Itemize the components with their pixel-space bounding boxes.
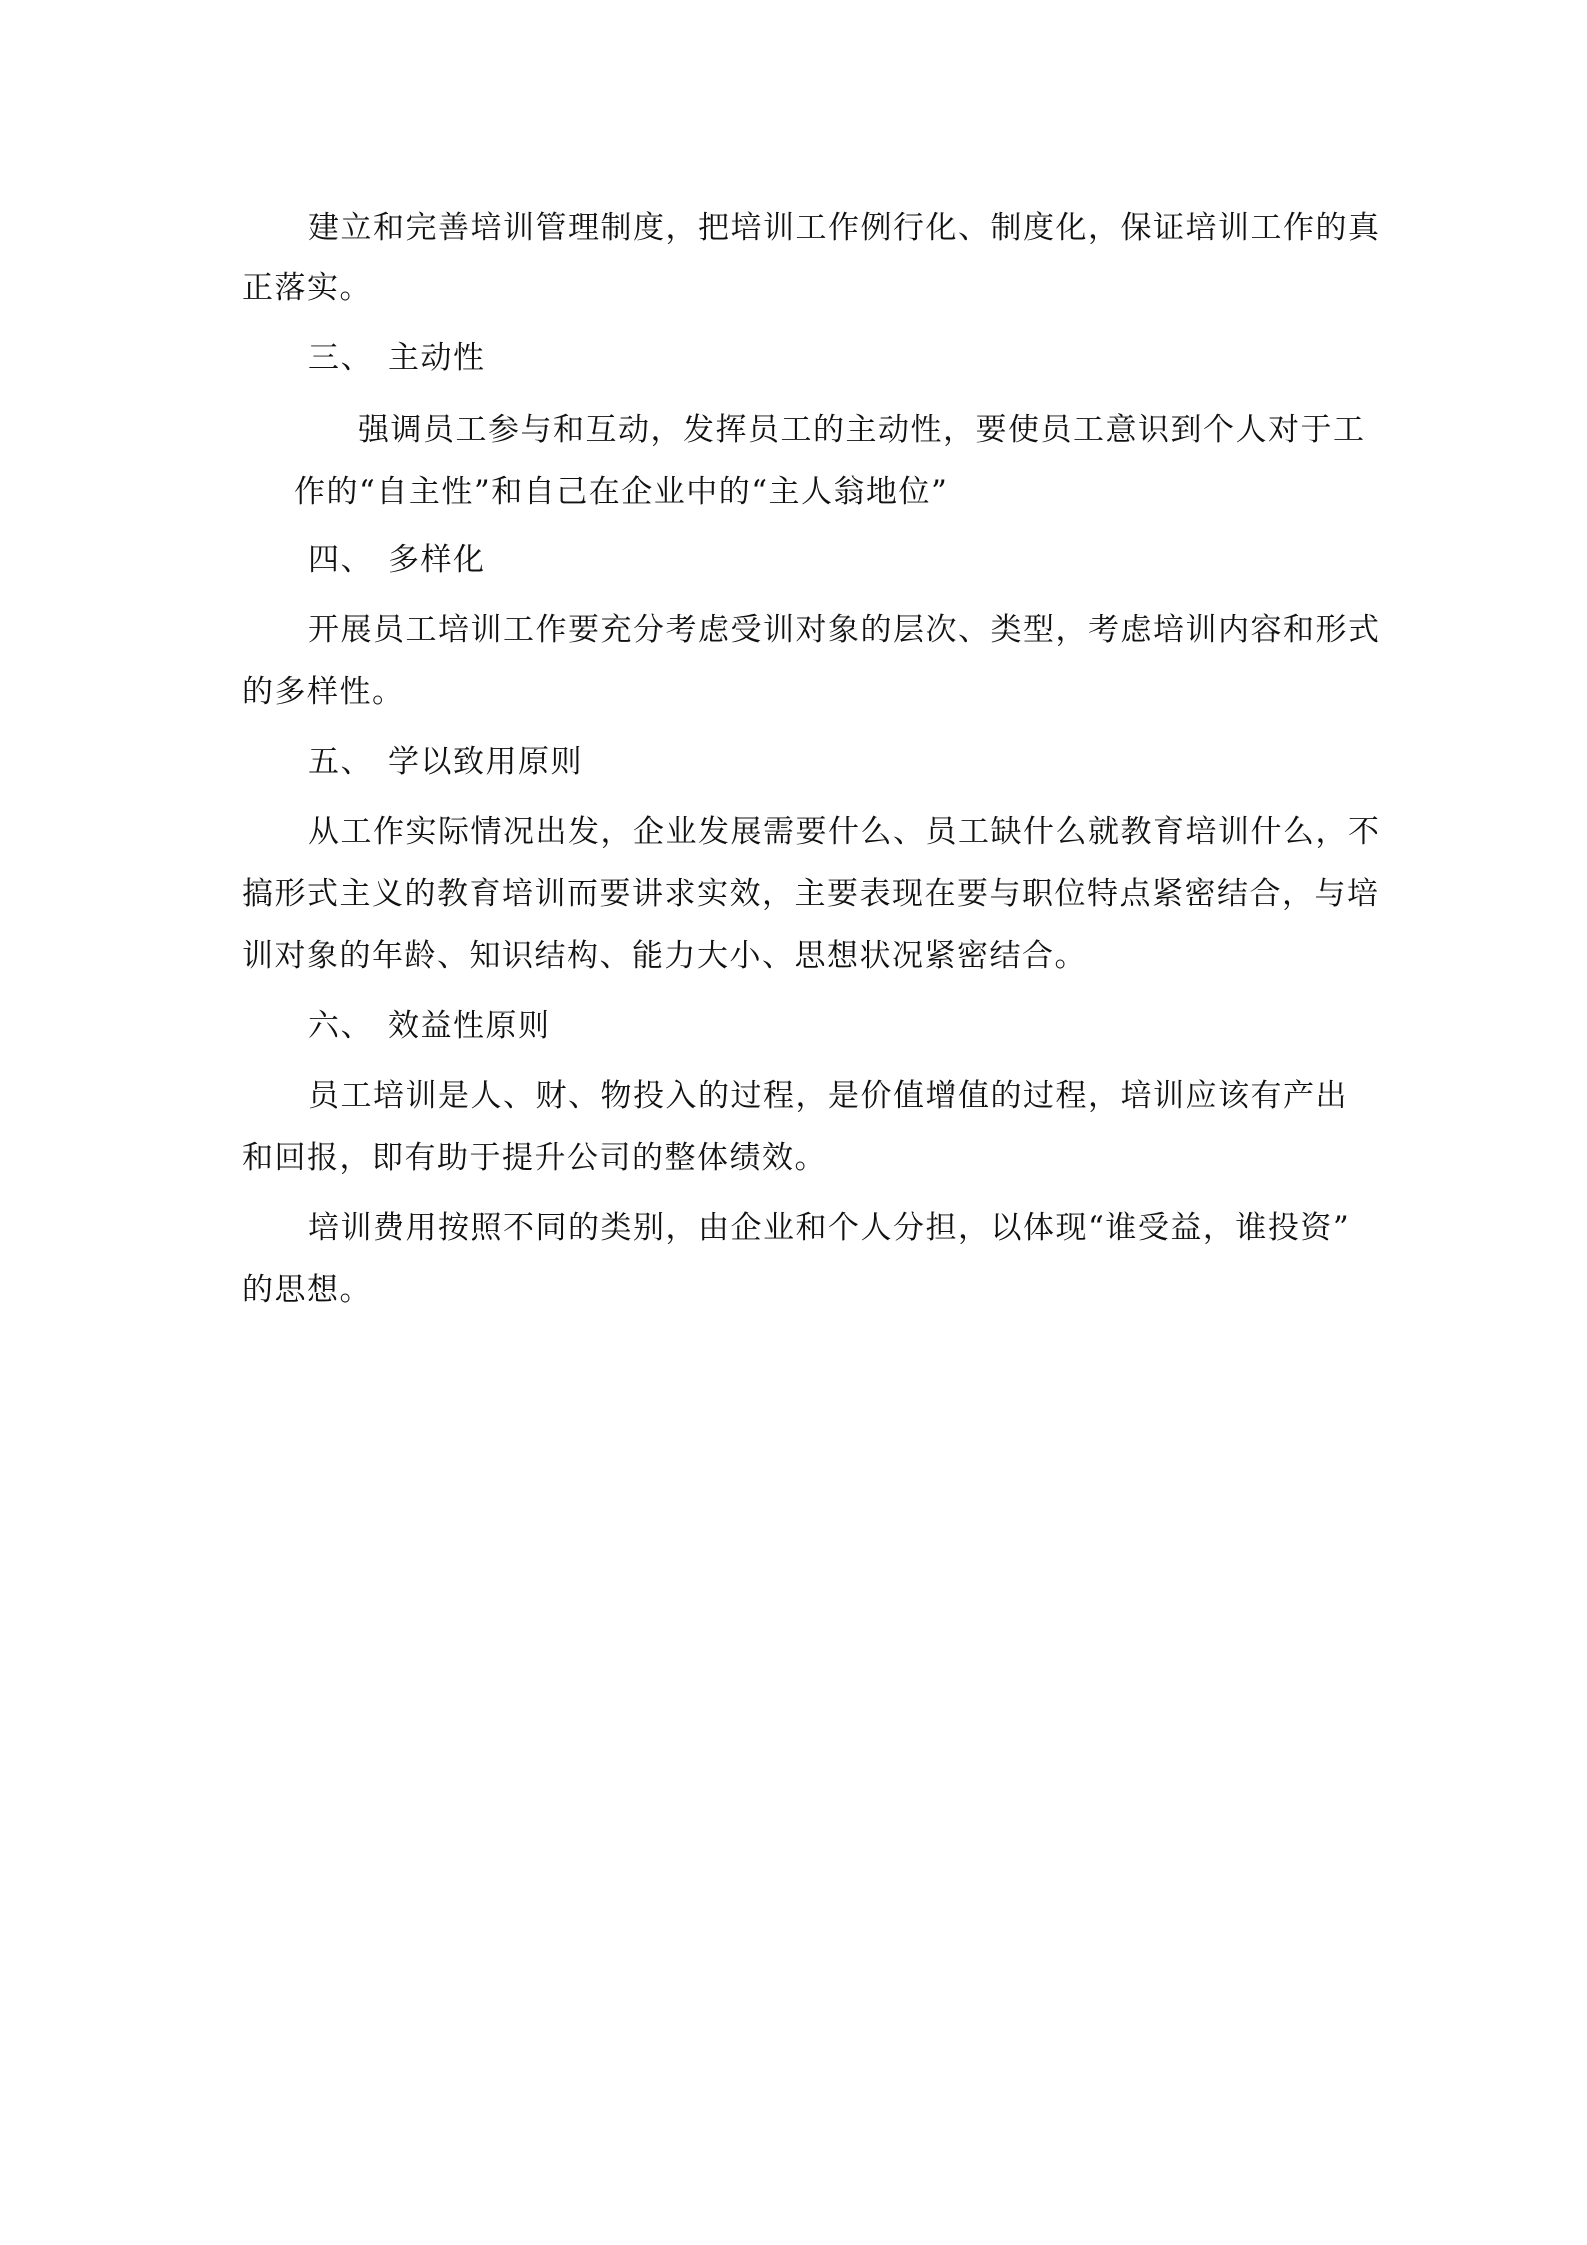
paragraph-line: 正落实。 [242, 270, 372, 306]
section-title: 多样化 [388, 542, 486, 578]
paragraph-line: 和回报，即有助于提升公司的整体绩效。 [242, 1140, 827, 1176]
section-number: 三、 [308, 340, 373, 376]
paragraph-line: 的多样性。 [242, 674, 405, 710]
paragraph-line: 员工培训是人、财、物投入的过程，是价值增值的过程，培训应该有产出 [308, 1078, 1348, 1114]
paragraph-line: 的思想。 [242, 1272, 372, 1308]
paragraph-line: 搞形式主义的教育培训而要讲求实效，主要表现在要与职位特点紧密结合，与培 [242, 876, 1380, 912]
section-number: 四、 [308, 542, 373, 578]
paragraph-line: 从工作实际情况出发，企业发展需要什么、员工缺什么就教育培训什么，不 [308, 814, 1381, 850]
paragraph-line: 训对象的年龄、知识结构、能力大小、思想状况紧密结合。 [242, 938, 1087, 974]
section-heading-6 [308, 1006, 551, 1046]
section-heading-3 [308, 338, 486, 378]
section-heading-5 [308, 742, 583, 782]
section-title: 效益性原则 [388, 1008, 551, 1044]
section-number: 六、 [308, 1008, 373, 1044]
paragraph-line: 培训费用按照不同的类别，由企业和个人分担，以体现“谁受益，谁投资” [308, 1210, 1351, 1246]
section-heading-4 [308, 540, 486, 580]
paragraph-line: 作的“自主性”和自己在企业中的“主人翁地位” [294, 474, 949, 510]
section-title: 学以致用原则 [388, 744, 583, 780]
paragraph-line: 建立和完善培训管理制度，把培训工作例行化、制度化，保证培训工作的真 [308, 210, 1381, 246]
paragraph-line: 强调员工参与和互动，发挥员工的主动性，要使员工意识到个人对于工 [358, 412, 1366, 448]
section-number: 五、 [308, 744, 373, 780]
section-title: 主动性 [388, 340, 486, 376]
paragraph-line: 开展员工培训工作要充分考虑受训对象的层次、类型，考虑培训内容和形式 [308, 612, 1381, 648]
